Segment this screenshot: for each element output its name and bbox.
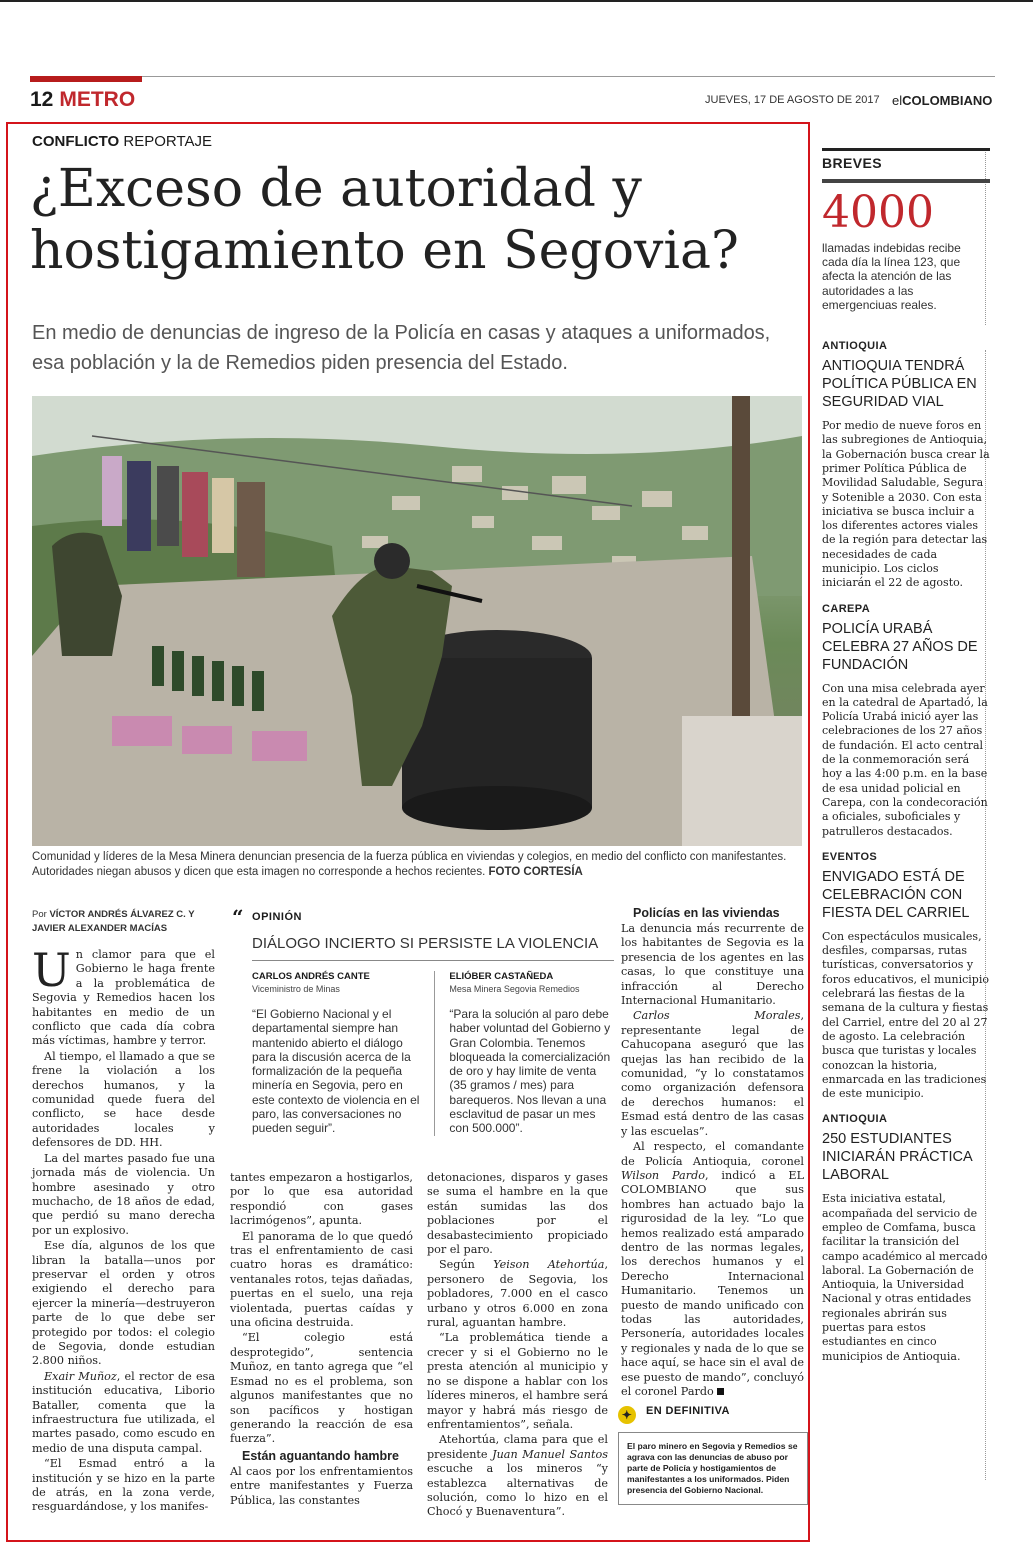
brief-1-body: Por medio de nueve foros en las subregiones de Antioquia, la Gobernación busca crear la primer Política Pública de Movilidad Saludable, Segura y Sotenible a 2030. Con esta iniciativa se busca incluir a los diferentes actores viales de la región para detectar las necesidades de cada municipio. Los ciclos iniciarán el 22 de agosto. bbox=[822, 419, 990, 590]
breves-header bbox=[822, 148, 990, 173]
brief-item-4 bbox=[822, 1113, 990, 1364]
opinion-left-quote: “El Gobierno Nacional y el departamental siempre han mantenido abierto el diálogo para la discusión acerca de la formalización de la pequeña minería en Segovia, pero en este contexto de violencia en el paro, las conversaciones no pueden seguir”. bbox=[252, 1007, 420, 1136]
end-square-icon bbox=[717, 1388, 724, 1395]
brief-item-1 bbox=[822, 340, 990, 591]
en-definitiva-box bbox=[618, 1405, 808, 1505]
col3-paragraph-3: “La problemática tiende a crecer y si el Gobierno no le presta atención al municipio y no se dispone a hablar con los líderes mineros, el hambre será mayor y habrá más riesgo de enfrentamientos”, señala. bbox=[427, 1331, 608, 1431]
big-number-text: llamadas indebidas recibe cada día la línea 123, que afecta la atención de las autoridades a las emergenciuas reales. bbox=[822, 241, 961, 312]
col3-p2-pre: Según bbox=[439, 1258, 494, 1272]
opinion-left bbox=[252, 971, 420, 1136]
col1-paragraph-4: Ese día, algunos de los que libran la batalla—unos por preservar el orden y otros exigiendo el derecho para ejercer la minería—destruyeron parte de lo que debe ser protegido por todos: el colegio de Segovia, donde estudian 2.800 niños. bbox=[32, 1239, 215, 1368]
col1-name-muñoz: Exair Muñoz bbox=[44, 1369, 117, 1383]
opinion-header bbox=[232, 905, 614, 929]
brief-2-headline: POLICÍA URABÁ CELEBRA 27 AÑOS DE FUNDACIÓN bbox=[822, 620, 978, 673]
photo-caption bbox=[32, 850, 802, 880]
col3-name-santos: Juan Manuel Santos bbox=[492, 1447, 608, 1461]
col2-paragraph-4: Al caos por los enfrentamientos entre manifestantes y Fuerza Pública, las constantes bbox=[230, 1464, 413, 1507]
kicker-topic: CONFLICTO bbox=[32, 133, 120, 150]
col1-paragraph-6: “El Esmad entró a la institución y se hizo en la parte de atrás, en la zona verde, resguardándose, y los manifes- bbox=[32, 1457, 215, 1514]
opinion-left-role: Viceministro de Minas bbox=[252, 984, 340, 994]
brief-4-headline: 250 ESTUDIANTES INICIARÁN PRÁCTICA LABORAL bbox=[822, 1131, 972, 1184]
col4-p3-pre: Al respecto, el comandante de Policía Antioquia, coronel bbox=[621, 1140, 804, 1168]
byline bbox=[32, 908, 227, 936]
col1-paragraph-1: n clamor para que el Gobierno le haga frente a la problemática de Segovia y Remedios hacen los habitantes en medio de un conflicto que cada día cobra más víctimas, hambre y terror. bbox=[32, 948, 215, 1048]
breves-label: BREVES bbox=[822, 155, 882, 171]
header-rule bbox=[30, 76, 995, 77]
en-definitiva-header bbox=[618, 1405, 808, 1424]
article-headline: ¿Exceso de autoridad y hostigamiento en Segovia? bbox=[30, 159, 739, 281]
photo-credit: FOTO CORTESÍA bbox=[488, 866, 583, 878]
col3-paragraph-4: escuche a los mineros “y establezca alternativas de solución, como lo hizo en el Chocó y Buenaventura”. bbox=[427, 1462, 608, 1519]
opinion-rule bbox=[252, 960, 614, 961]
en-definitiva-label: EN DEFINITIVA bbox=[646, 1405, 730, 1417]
newspaper-brand bbox=[892, 93, 992, 108]
sidebar-breves bbox=[822, 148, 990, 1364]
brief-4-body: Esta iniciativa estatal, acompañada del servicio de empleo de Comfama, busca facilitar la transición del campo académico al mercado laboral. La Gobernación de Antioquia, la Universidad Nacional y otras entidades regionales abrirán sus puertas para estos estudiantes en cinco municipios de Antioquia. bbox=[822, 1192, 988, 1363]
brief-3-body: Con espectáculos musicales, desfiles, comparsas, rutas turísticas, conversatorios y foros educativos, el municipio celebrará las fiestas de la semana de la cultura y fiestas del Carriel, entre del 20 al 27 de agosto. La celebración busca que turistas y locales conozcan la historia, enmarcada en las tradiciones de este municipio. bbox=[822, 929, 989, 1101]
brief-3-headline: ENVIGADO ESTÁ DE CELEBRACIÓN CON FIESTA DEL CARRIEL bbox=[822, 868, 970, 921]
byline-prefix: Por bbox=[32, 909, 47, 920]
page-number: 12 bbox=[30, 88, 54, 111]
col3-name-atehortua: Yeison Atehortúa bbox=[493, 1258, 605, 1272]
opinion-columns bbox=[252, 971, 614, 1136]
col1-paragraph-2: Al tiempo, el llamado a que se frene la violación a los derechos humanos, y la comunidad quede fuera del conflicto, se hace desde autoridades locales y defensores de DD. HH. bbox=[32, 1049, 215, 1150]
col2-subhead: Están aguantando hambre bbox=[242, 1448, 399, 1463]
section-name: METRO bbox=[59, 88, 136, 111]
col3-paragraph-2: , personero de Segovia, los pobladores, 7.000 en el casco urbano y otros 6.000 en zona rural, aguantan hambre. bbox=[427, 1258, 608, 1330]
article-dek: En medio de denuncias de ingreso de la Policía en casas y ataques a uniformados, esa población y la de Remedios piden presencia del Estado. bbox=[32, 322, 771, 374]
byline-names: VÍCTOR ANDRÉS ÁLVAREZ C. Y JAVIER ALEXANDER MACÍAS bbox=[32, 909, 195, 934]
article-column-1 bbox=[32, 943, 216, 1516]
col4-name-pardo: Wilson Pardo bbox=[621, 1168, 705, 1182]
article-photo bbox=[32, 396, 802, 846]
brief-1-label: ANTIOQUIA bbox=[822, 340, 888, 353]
opinion-right-role: Mesa Minera Segovia Remedios bbox=[449, 984, 580, 994]
brand-name: COLOMBIANO bbox=[902, 93, 993, 108]
opinion-right-author: ELIÓBER CASTAÑEDA bbox=[449, 971, 554, 982]
photo-illustration bbox=[32, 396, 802, 846]
opinion-left-author: CARLOS ANDRÉS CANTE bbox=[252, 971, 370, 982]
brief-item-3 bbox=[822, 851, 990, 1102]
brief-4-label: ANTIOQUIA bbox=[822, 1113, 888, 1126]
col2-paragraph-3: “El colegio está desprotegido”, sentencia Muñoz, en tanto agrega que “el Esmad no es el problema, son algunos manifestantes que no son pacíficos y hostigan generando la reacción de esa fuerza”. bbox=[230, 1331, 413, 1446]
article-column-4 bbox=[621, 905, 804, 1400]
big-number: 4000 bbox=[822, 187, 934, 238]
page-header bbox=[30, 88, 135, 112]
opinion-right-quote: “Para la solución al paro debe haber voluntad del Gobierno y Gran Colombia. Tenemos bloqueada la comercialización de oro y hay limite de venta (35 gramos / mes) para barequeros. Nos llevan a una esclavitud de pasar un mes con 500.000”. bbox=[449, 1007, 611, 1136]
caption-text: Comunidad y líderes de la Mesa Minera denuncian presencia de la fuerza pública en viviendas y colegios, en medio del conflicto con manifestantes. Autoridades niegan abusos y dicen que esta imagen no corresponde a hechos recientes. bbox=[32, 851, 787, 878]
article-kicker bbox=[32, 133, 212, 150]
col2-paragraph-2: El panorama de lo que quedó tras el enfrentamiento de casi cuatro horas es dramático: ventanales rotos, tejas dañadas, puertas en el suelo, una reja violentada, puertas caídas y una oficina destruida. bbox=[230, 1229, 413, 1330]
drop-cap: U bbox=[32, 943, 71, 997]
col4-paragraph-1: La denuncia más recurrente de los habitantes de Segovia es la presencia de los agentes en las casas, lo que constituye una infracción al Derecho Internacional Humanitario. bbox=[621, 922, 804, 1008]
opinion-label: OPINIÓN bbox=[252, 911, 302, 923]
brief-3-label: EVENTOS bbox=[822, 850, 878, 863]
brief-2-label: CAREPA bbox=[822, 602, 871, 615]
top-border bbox=[0, 0, 1033, 2]
col2-paragraph-1: tantes empezaron a hostigarlos, por lo que esa autoridad respondió con gases lacrimógenos”, apunta. bbox=[230, 1171, 413, 1228]
issue-date: JUEVES, 17 DE AGOSTO DE 2017 bbox=[705, 94, 880, 106]
col1-paragraph-3: La del martes pasado fue una jornada más de violencia. Un hombre asesinado y otro muchacho, de 18 años de edad, que perdió su mano derecha por un explosivo. bbox=[32, 1151, 215, 1237]
col3-paragraph-1: detonaciones, disparos y gases se suma el hambre en la que están sumidas las dos poblaciones por el desabastecimiento propiciado por el paro. bbox=[427, 1171, 608, 1257]
brief-1-headline: ANTIOQUIA TENDRÁ POLÍTICA PÚBLICA EN SEGURIDAD VIAL bbox=[822, 358, 977, 411]
opinion-divider bbox=[434, 971, 435, 1136]
col4-paragraph-3: , indicó a EL COLOMBIANO que sus hombres han actuado bajo la rigurosidad de la ley. “Lo que hemos realizado está amparado dentro de las normas legales, los derechos humanos y el Derecho Internacional Humanitario. Tenemos un puesto de mando unificado con todas las autoridades, Personería, autoridades locales y regionales y nada de lo que se hace aquí, se hace sin el aval de ese puesto de mando”, concluyó el coronel Pardo bbox=[621, 1168, 805, 1398]
quote-marks-icon: “ bbox=[232, 905, 245, 929]
opinion-title: DIÁLOGO INCIERTO SI PERSISTE LA VIOLENCIA bbox=[252, 935, 599, 952]
col4-paragraph-2: , representante legal de Cahucopana aseguró que las quejas las han recibido de la comunidad, “y lo constatamos como organización defensora de derechos humanos: el Esmad está dentro de las casas y las escuelas”. bbox=[621, 1009, 804, 1138]
brief-2-body: Con una misa celebrada ayer en la catedral de Apartadó, la Policía Urabá inició ayer las celebraciones de los 27 años de fundación. El acto central de la conmemoración será hoy a las 4:00 p.m. en la base de esa unidad policial en Carepa, con la condecoración a oficiales, suboficiales y patrulleros destacados. bbox=[822, 681, 988, 838]
brand-prefix: el bbox=[892, 93, 903, 108]
header-accent-bar bbox=[30, 76, 142, 82]
col4-subhead: Policías en las viviendas bbox=[633, 906, 780, 920]
col4-name-morales: Carlos Morales bbox=[633, 1009, 801, 1023]
breves-rule bbox=[822, 179, 990, 183]
col1-paragraph-5: , el rector de esa institución educativa, Liborio Bataller, comenta que la infraestructura fue utilizada, el martes pasado, como escudo en medio de una disputa campal. bbox=[32, 1369, 216, 1455]
opinion-box bbox=[232, 905, 614, 1157]
en-definitiva-text: El paro minero en Segovia y Remedios se agrava con las denuncias de abuso por parte de Policía y hostigamientos de manifestantes a los uniformados. Piden presencia del Gobierno Nacional. bbox=[618, 1432, 808, 1505]
brief-item-2 bbox=[822, 603, 990, 839]
kicker-type: REPORTAJE bbox=[123, 133, 213, 150]
col3-p4-pre: Atehortúa, clama para que el presidente bbox=[427, 1433, 608, 1461]
article-column-3 bbox=[427, 1171, 608, 1521]
article-column-2 bbox=[230, 1171, 413, 1509]
opinion-right bbox=[449, 971, 614, 1136]
star-badge-icon: ✦ bbox=[618, 1406, 636, 1424]
